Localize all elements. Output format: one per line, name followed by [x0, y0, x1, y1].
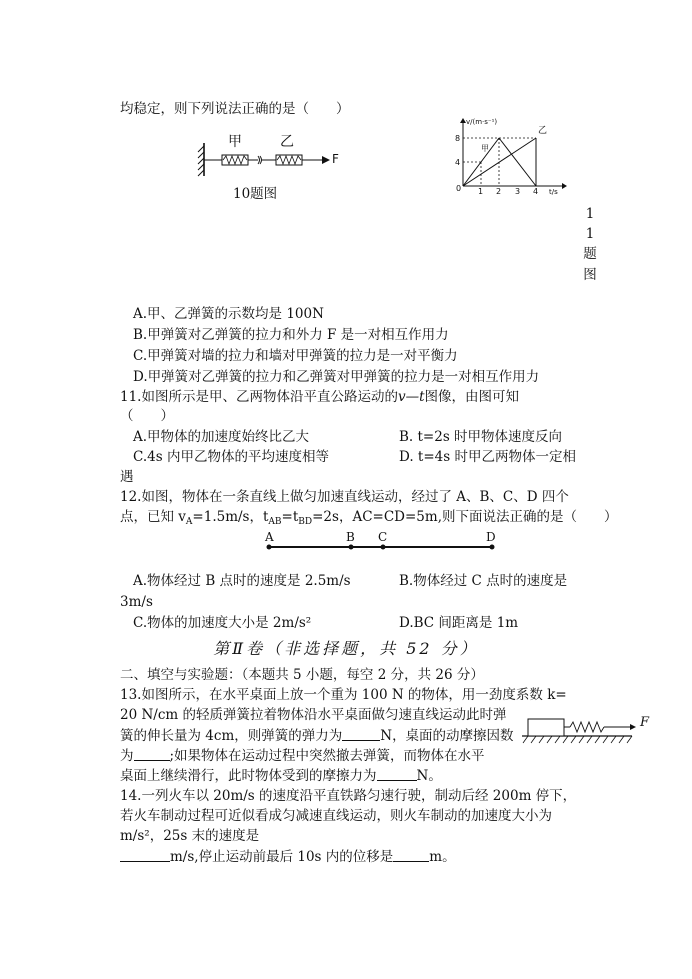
- q12-option-b: B.物体经过 C 点时的速度是: [399, 573, 568, 589]
- q10-label-force: F: [332, 152, 339, 166]
- vt-graph-xtick-4: 4: [533, 187, 539, 196]
- q12-option-d: D.BC 间距离是 1m: [399, 615, 519, 631]
- vt-graph-ytick-8: 8: [455, 134, 461, 143]
- spring-figure-q10: [196, 140, 331, 178]
- q13-line-5: [120, 767, 442, 785]
- answer-blank[interactable]: [393, 849, 429, 862]
- q11-stem-b: 图像，由图可知: [424, 389, 520, 405]
- q12-sub-ab: AB: [268, 517, 282, 527]
- part2-heading: 第Ⅱ卷（非选择题，共 52 分）: [213, 639, 479, 658]
- vt-graph-origin: 0: [456, 184, 462, 193]
- q12-sub-a: A: [185, 517, 193, 527]
- q13-line-5a: 桌面上继续滑行，此时物体受到的摩擦力为: [120, 768, 377, 784]
- q10-label-jia: 甲: [228, 134, 242, 150]
- q11-stem: [120, 388, 519, 406]
- vt-graph-label-yi: 乙: [538, 126, 548, 136]
- q10-label-yi: 乙: [280, 134, 294, 150]
- q11-caption-char: 图: [583, 267, 597, 283]
- q14-line-4a: m/s,停止运动前最后 10s 内的位移是: [170, 849, 394, 865]
- q13-line-4b: ;如果物体在运动过程中突然撤去弹簧，而物体在水平: [169, 748, 485, 764]
- q13-line-5b: N。: [416, 768, 442, 784]
- answer-blank[interactable]: [120, 849, 170, 862]
- q12-stem-2d: =2s，AC=CD=5m,则下面说法正确的是（ ）: [312, 509, 618, 525]
- q12-sub-bd: BD: [298, 517, 313, 527]
- q13-line-1: 13.如图所示，在水平桌面上放一个重为 100 N 的物体，用一劲度系数 k=: [120, 687, 567, 703]
- q10-option-c: C.甲弹簧对墙的拉力和墙对甲弹簧的拉力是一对平衡力: [133, 348, 458, 364]
- q13-line-3a: 簧的伸长量为 4cm，则弹簧的弹力为: [120, 728, 343, 744]
- q12-point-d: D: [486, 530, 496, 544]
- q11-stem-vt: v—t: [397, 389, 425, 405]
- q11-option-a: A.甲物体的加速度始终比乙大: [133, 429, 310, 445]
- q12-stem-2c: =t: [281, 509, 299, 525]
- vt-graph-xlabel: t/s: [549, 188, 558, 196]
- q11-caption-char: 1: [585, 226, 595, 242]
- q12-stem-2b: =1.5m/s，t: [192, 509, 269, 525]
- q10-stem-tail: 均稳定，则下列说法正确的是（ ）: [120, 101, 350, 117]
- answer-blank[interactable]: [342, 728, 380, 741]
- q12-point-a: A: [265, 530, 274, 544]
- q13-line-4a: 为: [120, 748, 134, 764]
- vt-graph-xtick-2: 2: [496, 187, 502, 196]
- q13-line-4: [120, 747, 485, 765]
- q12-stem-1: 12.如图，物体在一条直线上做匀加速直线运动，经过了 A、B、C、D 四个: [120, 489, 569, 505]
- q13-line-2: 20 N/cm 的轻质弹簧拉着物体沿水平桌面做匀速直线运动此时弹: [120, 707, 507, 723]
- q12-point-c: C: [378, 530, 388, 544]
- answer-blank[interactable]: [134, 748, 170, 761]
- q10-option-b: B.甲弹簧对乙弹簧的拉力和外力 F 是一对相互作用力: [133, 327, 449, 343]
- q11-stem-a: 11.如图所示是甲、乙两物体沿平直公路运动的: [120, 389, 398, 405]
- q11-option-d: D. t=4s 时甲乙两物体一定相: [399, 449, 576, 465]
- q10-option-d: D.甲弹簧对乙弹簧的拉力和乙弹簧对甲弹簧的拉力是一对相互作用力: [133, 369, 540, 385]
- q14-line-4b: m。: [429, 849, 456, 865]
- spring-block-figure-q13: [522, 712, 652, 746]
- vt-graph-ytick-4: 4: [455, 158, 461, 167]
- q11-option-b: B. t=2s 时甲物体速度反向: [399, 429, 563, 445]
- vt-graph-xtick-3: 3: [515, 187, 521, 196]
- q14-line-3: m/s²，25s 末的速度是: [120, 828, 260, 844]
- part2-section-title: 二、填空与实验题：（本题共 5 小题，每空 2 分，共 26 分）: [120, 667, 484, 683]
- q11-caption-char: 题: [583, 246, 597, 262]
- q10-caption: 10题图: [233, 186, 278, 202]
- q12-option-a: A.物体经过 B 点时的速度是 2.5m/s: [133, 573, 351, 589]
- q12-option-b-cont: 3m/s: [120, 594, 153, 610]
- q13-line-3b: N，桌面的动摩擦因数: [380, 728, 514, 744]
- q11-caption-char: 1: [585, 206, 595, 222]
- q11-option-c: C.4s 内甲乙物体的平均速度相等: [133, 449, 329, 465]
- q12-stem-2a: 点，已知 v: [120, 509, 186, 525]
- q12-point-b: B: [346, 530, 355, 544]
- vt-graph-xtick-1: 1: [478, 187, 484, 196]
- vt-graph-label-jia: 甲: [481, 144, 489, 153]
- q14-line-2: 若火车制动过程可近似看成匀减速直线运动，则火车制动的加速度大小为: [120, 808, 552, 824]
- q14-line-1: 14.一列火车以 20m/s 的速度沿平直铁路匀速行驶，制动后经 200m 停下，: [120, 788, 577, 804]
- vt-graph-ylabel: v/(m·s⁻¹): [466, 118, 498, 126]
- q13-line-3: [120, 727, 514, 745]
- q12-stem-2: [120, 508, 618, 531]
- q11-stem-2: （ ）: [120, 408, 174, 424]
- q10-option-a: A.甲、乙弹簧的示数均是 100N: [133, 306, 324, 322]
- q13-label-force: F: [640, 715, 650, 730]
- q12-option-c: C.物体的加速度大小是 2m/s²: [133, 615, 312, 631]
- q11-option-d-cont: 遇: [120, 469, 134, 485]
- q14-line-4: [120, 848, 456, 866]
- answer-blank[interactable]: [377, 768, 417, 781]
